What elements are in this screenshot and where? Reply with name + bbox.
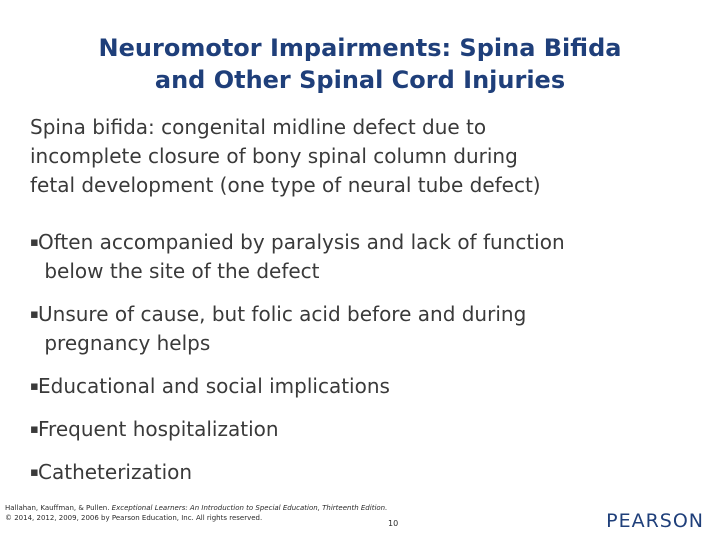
intro-line-2: incomplete closure of bony spinal column during [30,144,518,168]
bullet-text: Catheterization [38,460,193,484]
intro-line-3: fetal development (one type of neural tube defect) [30,173,541,197]
bullet-marker-icon: ▪ [30,422,39,437]
citation-book-title: Exceptional Learners: An Introduction to Special Education, Thirteenth Edition. [111,504,388,512]
bullet-text: Frequent hospitalization [38,417,279,441]
slide-title-line-1: Neuromotor Impairments: Spina Bifida [98,34,622,62]
bullet-marker-icon: ▪ [30,307,39,322]
citation-line-1 [5,503,387,513]
bullet-item [30,415,700,444]
page-number: 10 [388,519,399,528]
bullet-text: Educational and social implications [38,374,390,398]
slide-content [30,113,700,487]
bullet-item [30,300,700,358]
slide-title [20,32,700,96]
bullet-marker-icon: ▪ [30,465,39,480]
bullet-text-line-2: below the site of the defect [38,259,320,283]
slide-title-line-2: and Other Spinal Cord Injuries [154,66,566,94]
bullet-item [30,372,700,401]
bullet-marker-icon: ▪ [30,379,39,394]
bullet-text-line-1: Often accompanied by paralysis and lack of function [38,230,565,254]
bullet-item [30,228,700,286]
bullet-item [30,458,700,487]
bullet-text-line-2: pregnancy helps [38,331,211,355]
bullet-list [30,228,700,487]
citation-copyright: © 2014, 2012, 2009, 2006 by Pearson Education, Inc. All rights reserved. [5,514,263,522]
intro-line-1: Spina bifida: congenital midline defect due to [30,115,487,139]
footer-citation [5,503,387,523]
bullet-text-line-1: Unsure of cause, but folic acid before and during [38,302,527,326]
pearson-logo: PEARSON [606,510,704,532]
citation-authors: Hallahan, Kauffman, & Pullen. [5,504,112,512]
intro-paragraph [30,113,700,200]
bullet-marker-icon: ▪ [30,235,39,250]
